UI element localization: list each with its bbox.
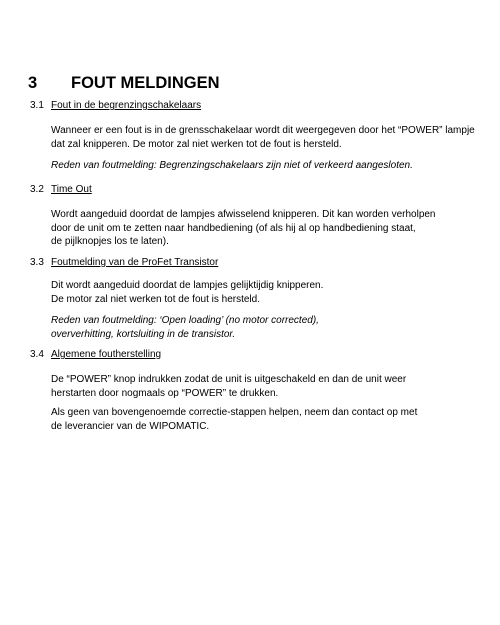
paragraph: [51, 373, 406, 400]
text-line: Dit wordt aangeduid doordat de lampjes gelijktijdig knipperen.: [51, 280, 324, 291]
section-title: Time Out: [51, 184, 92, 195]
section-title: Algemene foutherstelling: [51, 349, 162, 360]
text-line: Reden van foutmelding: Begrenzingschakelaars zijn niet of verkeerd aangesloten.: [51, 160, 413, 171]
text-line: de leverancier van de WIPOMATIC.: [51, 420, 210, 432]
text-line: Wordt aangeduid doordat de lampjes afwisselend knipperen. Dit kan worden verholpen: [51, 209, 436, 220]
text-line: herstarten door nogmaals op “POWER” te drukken.: [51, 387, 279, 399]
section-title: Fout in de begrenzingschakelaars: [51, 100, 202, 111]
text-line: oververhitting, kortsluiting in de transistor.: [51, 328, 236, 340]
text-line: door de unit om te zetten naar handbediening (of als hij al op handbediening staat,: [51, 222, 416, 234]
text-line: De motor zal niet werken tot de fout is hersteld.: [51, 293, 260, 305]
text-line: Als geen van bovengenoemde correctie-stappen helpen, neem dan contact op met: [51, 407, 418, 418]
chapter-heading: [28, 74, 220, 93]
section-number: 3.4: [30, 349, 44, 360]
section-title: Foutmelding van de ProFet Transistor: [51, 257, 219, 268]
chapter-number: 3: [28, 74, 38, 92]
text-line: Wanneer er een fout is in de grensschakelaar wordt dit weergegeven door het “POWER” lampje: [51, 125, 475, 136]
paragraph-note: [51, 159, 413, 173]
paragraph: [51, 279, 323, 306]
text-line: Reden van foutmelding: ‘Open loading’ (no motor corrected),: [51, 315, 319, 326]
text-line: De “POWER” knop indrukken zodat de unit is uitgeschakeld en dan de unit weer: [51, 374, 407, 385]
paragraph: [51, 406, 417, 433]
text-line: dat zal knipperen. De motor zal niet werken tot de fout is hersteld.: [51, 138, 342, 150]
section-number: 3.1: [30, 100, 44, 111]
chapter-title: FOUT MELDINGEN: [71, 74, 220, 92]
paragraph-note: [51, 314, 319, 341]
paragraph: [51, 208, 436, 249]
text-line: de pijlknopjes los te laten).: [51, 236, 169, 247]
paragraph: [51, 124, 475, 151]
section-number: 3.2: [30, 184, 44, 195]
section-number: 3.3: [30, 257, 44, 268]
